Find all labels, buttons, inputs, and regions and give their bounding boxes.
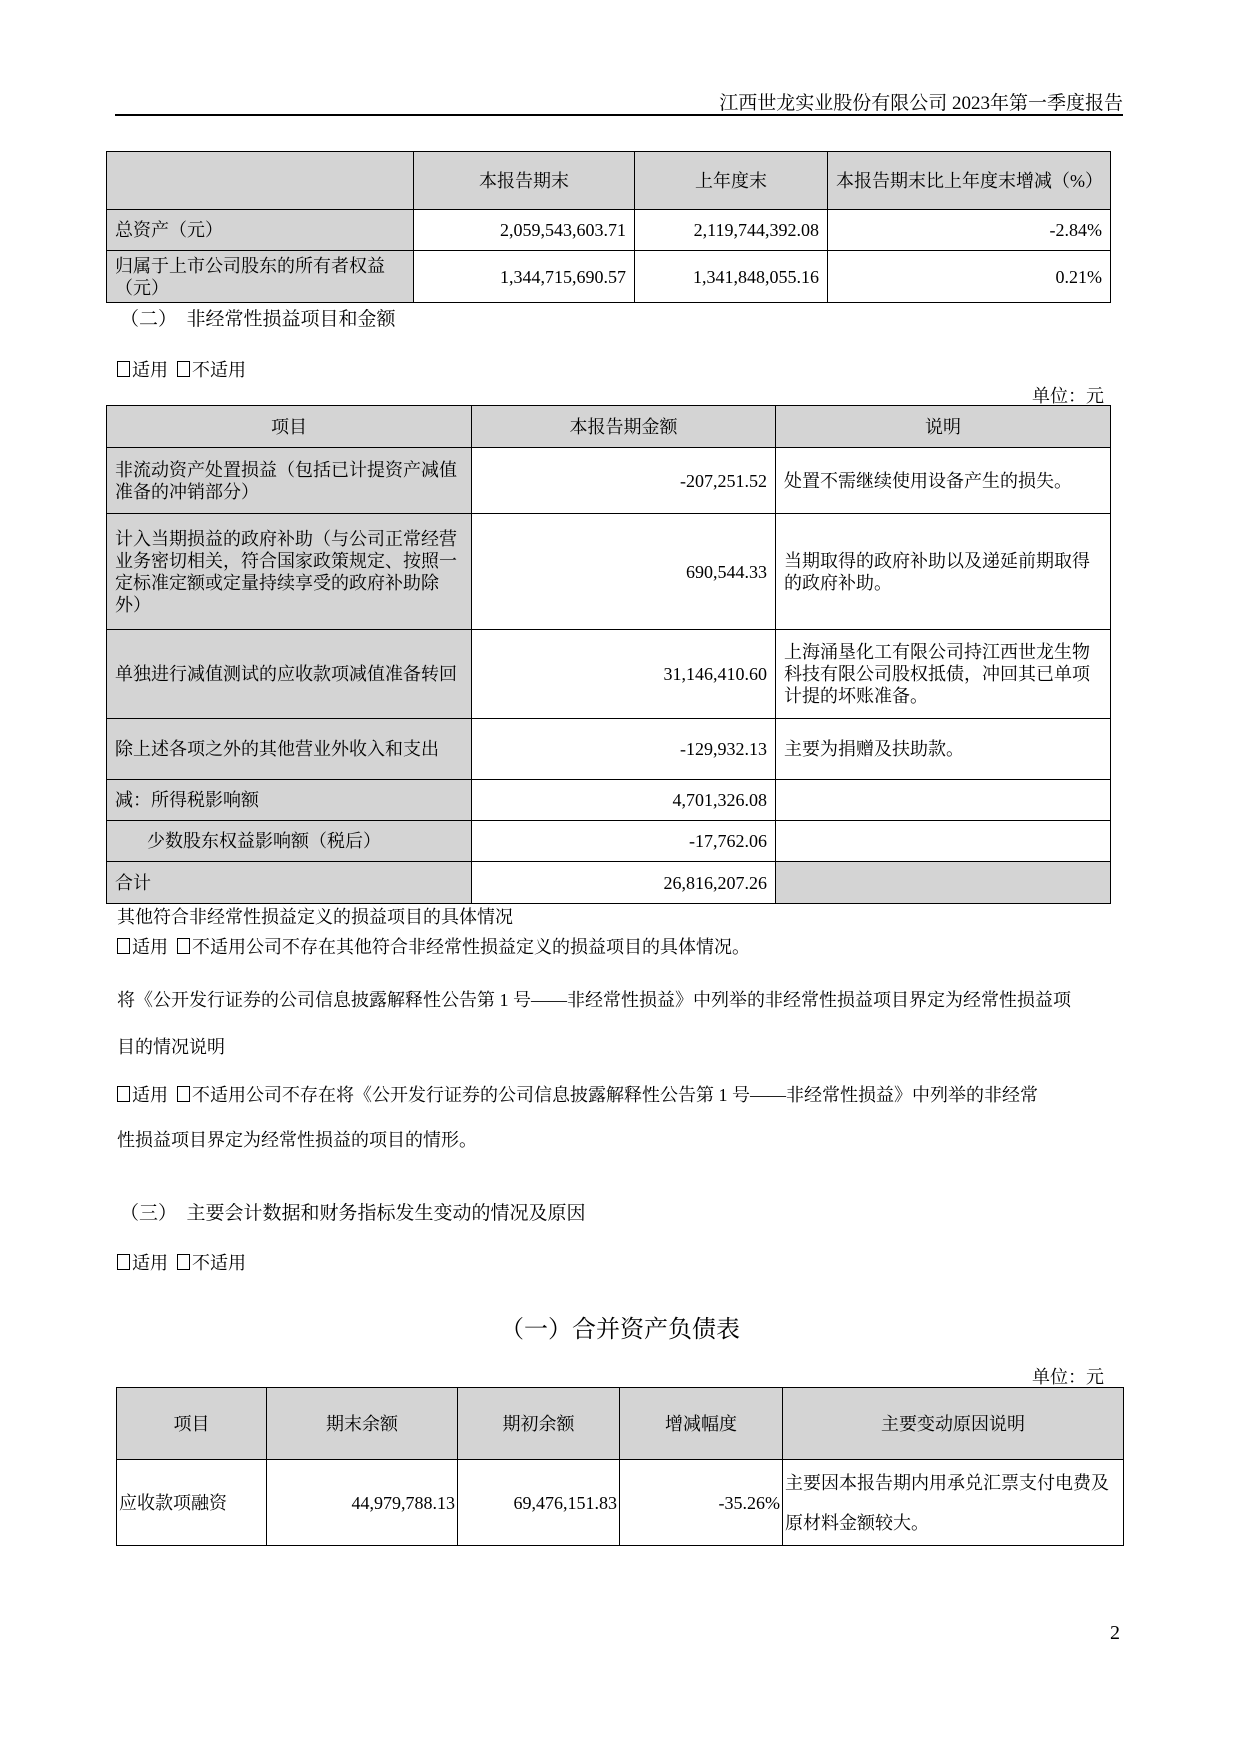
other-items-line: 适用 不适用公司不存在其他符合非经常性损益定义的损益项目的具体情况。: [117, 933, 750, 959]
table-row: 非流动资产处置损益（包括已计提资产减值准备的冲销部分） -207,251.52 处置不需继续使用设备产生的损失。: [107, 448, 1111, 514]
table-row: 少数股东权益影响额（税后） -17,762.06: [107, 821, 1111, 862]
checkbox-icon: [177, 361, 190, 377]
table-header-row: 项目 本报告期金额 说明: [107, 406, 1111, 448]
other-items-title: 其他符合非经常性损益定义的损益项目的具体情况: [117, 907, 513, 927]
table-row: 归属于上市公司股东的所有者权益（元） 1,344,715,690.57 1,341,848,055.16 0.21%: [107, 251, 1111, 303]
balance-summary-table: [106, 151, 1111, 303]
checkbox-icon: [117, 938, 130, 954]
checkbox-icon: [117, 361, 130, 377]
section-2-title: （二） 非经常性损益项目和金额: [120, 309, 396, 330]
table-row: 计入当期损益的政府补助（与公司正常经营业务密切相关，符合国家政策规定、按照一定标准定额或定量持续享受的政府补助除外） 690,544.33 当期取得的政府补助以及递延前期取得的政府补助。: [107, 514, 1111, 630]
note-paragraph: 适用 不适用公司不存在将《公开发行证券的公司信息披露解释性公告第 1 号——非经常性损益》中列举的非经常: [117, 1081, 1038, 1107]
checkbox-icon: [177, 938, 190, 954]
table-row: 除上述各项之外的其他营业外收入和支出 -129,932.13 主要为捐赠及扶助款。: [107, 719, 1111, 780]
checkbox-icon: [177, 1254, 190, 1270]
note-paragraph: 将《公开发行证券的公司信息披露解释性公告第 1 号——非经常性损益》中列举的非经常性损益项目界定为经常性损益项: [117, 990, 1071, 1010]
table-row: 单独进行减值测试的应收款项减值准备转回 31,146,410.60 上海涌垦化工有限公司持江西世龙生物科技有限公司股权抵债，冲回其已单项计提的坏账准备。: [107, 630, 1111, 719]
table-row: 减：所得税影响额 4,701,326.08: [107, 780, 1111, 821]
section-3-title: （三） 主要会计数据和财务指标发生变动的情况及原因: [120, 1203, 586, 1224]
checkbox-icon: [177, 1086, 190, 1102]
table-header-row: 本报告期末 上年度末 本报告期末比上年度末增减（%）: [107, 152, 1111, 210]
unit-label: 单位：元: [1032, 1367, 1104, 1387]
page-number: 2: [1110, 1622, 1120, 1644]
applicability-line: 适用 不适用: [117, 356, 246, 382]
note-paragraph: 目的情况说明: [117, 1037, 225, 1057]
table-row: 总资产（元） 2,059,543,603.71 2,119,744,392.08 -2.84%: [107, 210, 1111, 251]
checkbox-icon: [117, 1254, 130, 1270]
applicability-line: 适用 不适用: [117, 1249, 246, 1275]
checkbox-icon: [117, 1086, 130, 1102]
non-recurring-items-table: [106, 405, 1111, 904]
unit-label: 单位：元: [1032, 386, 1104, 406]
table-row: 应收款项融资 44,979,788.13 69,476,151.83 -35.26% 主要因本报告期内用承兑汇票支付电费及原材料金额较大。: [117, 1460, 1124, 1546]
table-header-row: 项目 期末余额 期初余额 增减幅度 主要变动原因说明: [117, 1388, 1124, 1460]
balance-sheet-title: （一）合并资产负债表: [500, 1317, 740, 1343]
balance-sheet-changes-table: [116, 1387, 1124, 1546]
page-header-title: 江西世龙实业股份有限公司 2023年第一季度报告: [719, 93, 1123, 114]
header-rule: [115, 114, 1123, 116]
note-paragraph: 性损益项目界定为经常性损益的项目的情形。: [117, 1130, 477, 1150]
table-total-row: 合计 26,816,207.26: [107, 862, 1111, 904]
